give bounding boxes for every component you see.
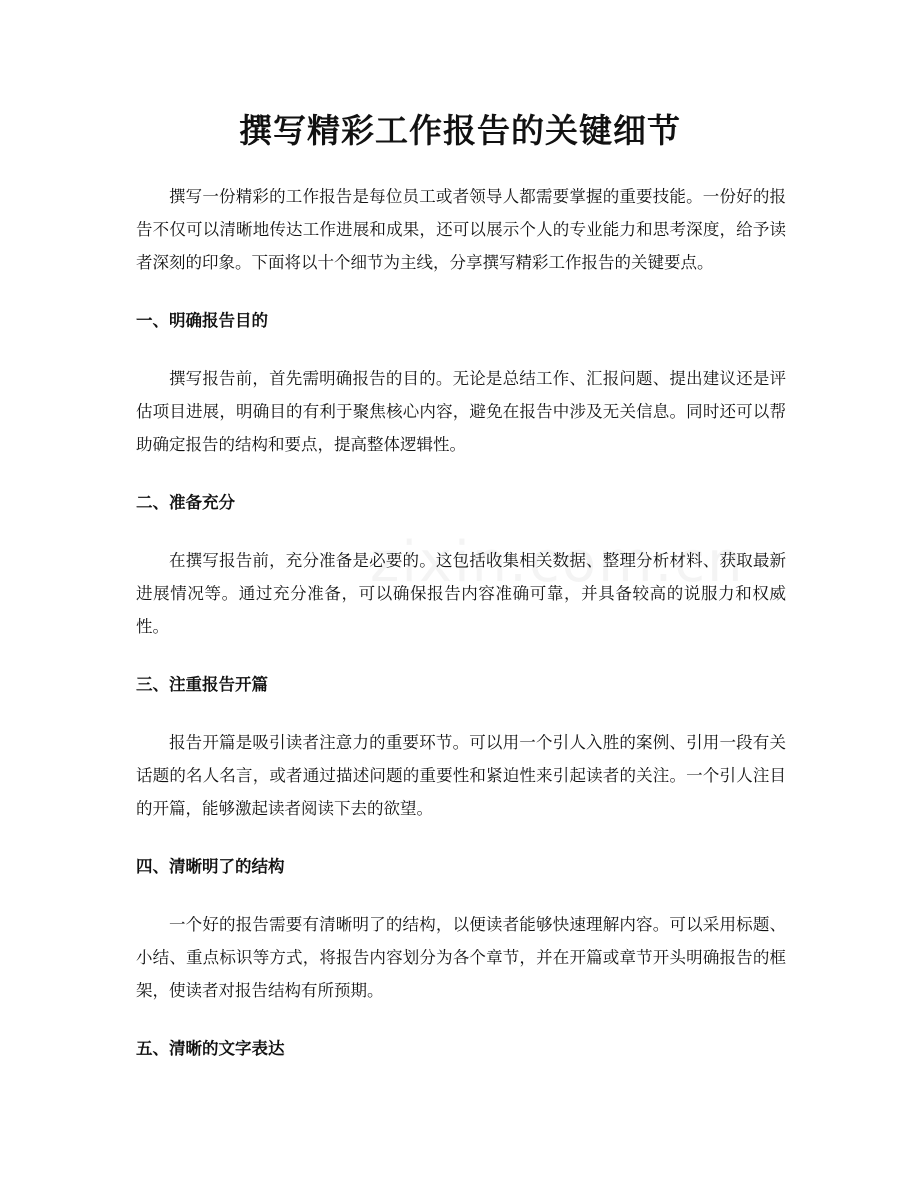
- section-heading-1: 一、明确报告目的: [136, 311, 268, 330]
- section-body-4: 一个好的报告需要有清晰明了的结构，以便读者能够快速理解内容。可以采用标题、小结、重点标识等方式，将报告内容划分为各个章节，并在开篇或章节开头明确报告的框架，使读者对报告结构有所预期。: [136, 915, 786, 1000]
- section-heading-3: 三、注重报告开篇: [136, 675, 268, 694]
- section-body-1: 撰写报告前，首先需明确报告的目的。无论是总结工作、汇报问题、提出建议还是评估项目进展，明确目的有利于聚焦核心内容，避免在报告中涉及无关信息。同时还可以帮助确定报告的结构和要点，提高整体逻辑性。: [136, 369, 786, 454]
- intro-paragraph: 撰写一份精彩的工作报告是每位员工或者领导人都需要掌握的重要技能。一份好的报告不仅可以清晰地传达工作进展和成果，还可以展示个人的专业能力和思考深度，给予读者深刻的印象。下面将以十个细节为主线，分享撰写精彩工作报告的关键要点。: [136, 187, 786, 272]
- document-title: 撰写精彩工作报告的关键细节: [239, 111, 681, 150]
- section-body-3: 报告开篇是吸引读者注意力的重要环节。可以用一个引人入胜的案例、引用一段有关话题的名人名言，或者通过描述问题的重要性和紧迫性来引起读者的关注。一个引人注目的开篇，能够激起读者阅读下去的欲望。: [136, 733, 786, 818]
- section-heading-5: 五、清晰的文字表达: [136, 1039, 285, 1058]
- document-body: [136, 180, 786, 1065]
- section-heading-2: 二、准备充分: [136, 493, 235, 512]
- section-body-2: 在撰写报告前，充分准备是必要的。这包括收集相关数据、整理分析材料、获取最新进展情况等。通过充分准备，可以确保报告内容准确可靠，并具备较高的说服力和权威性。: [136, 551, 786, 636]
- section-heading-4: 四、清晰明了的结构: [136, 857, 285, 876]
